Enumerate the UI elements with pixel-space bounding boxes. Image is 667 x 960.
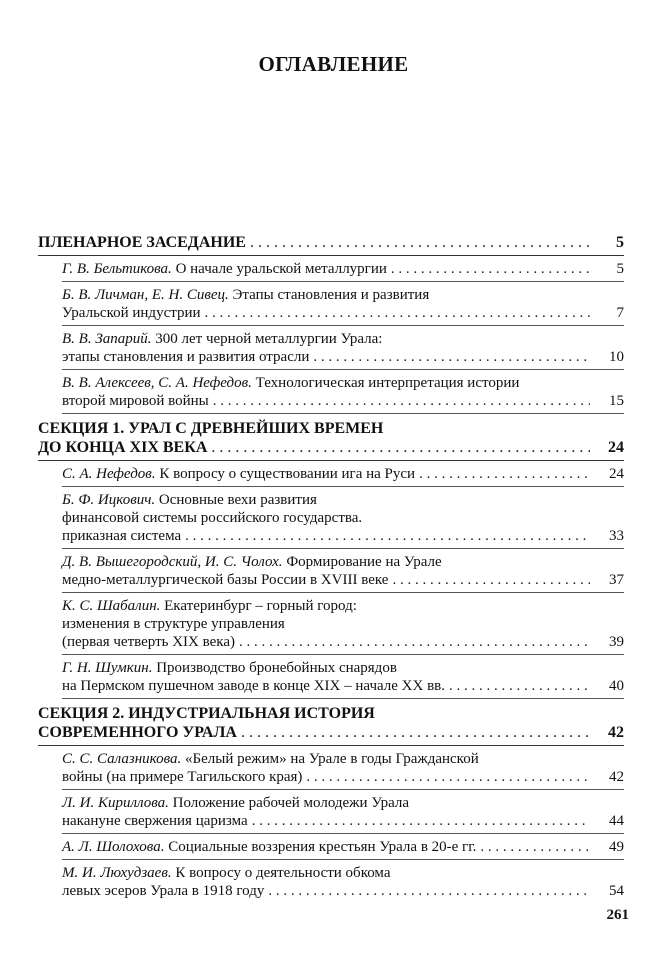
toc-entry (62, 326, 624, 370)
entry-author: Б. В. Личман, Е. Н. Сивец. (62, 287, 229, 303)
entry-title-line: накануне свержения царизма (62, 813, 248, 829)
entry-page: 49 (609, 839, 624, 855)
entry-page: 10 (609, 349, 624, 365)
entry-author: А. Л. Шолохова. (62, 839, 165, 855)
entry-title-line: Социальные воззрения крестьян Урала в 20-е гг. (168, 839, 477, 855)
section-heading-line1: СЕКЦИЯ 2. ИНДУСТРИАЛЬНАЯ ИСТОРИЯ (38, 705, 375, 722)
entry-title-line: Производство бронебойных снарядов (156, 660, 397, 676)
toc-entry (62, 487, 624, 549)
toc-entry (62, 655, 624, 699)
entry-author: К. С. Шабалин. (62, 598, 161, 614)
table-of-contents (38, 228, 624, 903)
entry-title-line: Формирование на Урале (286, 554, 442, 570)
toc-section-plenary (38, 228, 624, 256)
entry-author: Д. В. Вышегородский, И. С. Чолох. (62, 554, 283, 570)
entry-title-line: Положение рабочей молодежи Урала (172, 795, 410, 811)
toc-section-1 (38, 414, 624, 461)
entry-title-line: К вопросу о существовании ига на Руси (159, 466, 416, 482)
toc-entry (62, 834, 624, 860)
entry-page: 24 (609, 466, 624, 482)
entry-author: С. С. Салазникова. (62, 751, 182, 767)
entry-title-line: Уральской индустрии (62, 305, 201, 321)
entry-author: М. И. Люхудзаев. (62, 865, 172, 881)
entry-author: Г. Н. Шумкин. (62, 660, 153, 676)
entry-author: Г. В. Бельтикова. (62, 261, 172, 277)
entry-title-line: Этапы становления и развития (232, 287, 430, 303)
toc-entry (62, 282, 624, 326)
entry-title-line: приказная система (62, 528, 182, 544)
section-page: 24 (608, 439, 624, 456)
toc-entry (62, 860, 624, 903)
entry-title-line: Технологическая интерпретация истории (255, 375, 520, 391)
entry-title-line: войны (на примере Тагильского края) (62, 769, 303, 785)
page-title: ОГЛАВЛЕНИЕ (258, 52, 409, 76)
entry-title-line: (первая четверть XIX века) (62, 634, 236, 650)
section-page: 5 (616, 234, 624, 251)
toc-entry (62, 790, 624, 834)
entry-title-line: К вопросу о деятельности обкома (175, 865, 391, 881)
section2-entries (38, 746, 624, 903)
toc-entry (62, 549, 624, 593)
entry-page: 37 (609, 572, 624, 588)
toc-entry (62, 256, 624, 282)
entry-title-line: 300 лет черной металлургии Урала: (155, 331, 383, 347)
entry-page: 15 (609, 393, 624, 409)
section1-entries (38, 461, 624, 699)
section-heading: ПЛЕНАРНОЕ ЗАСЕДАНИЕ (38, 234, 246, 251)
entry-page: 39 (609, 634, 624, 650)
entry-title-line: «Белый режим» на Урале в годы Гражданской (185, 751, 479, 767)
toc-entry (62, 370, 624, 414)
entry-author: В. В. Запарий. (62, 331, 152, 347)
entry-author: С. А. Нефедов. (62, 466, 156, 482)
entry-title-line: этапы становления и развития отрасли (62, 349, 310, 365)
page-number: 261 (606, 907, 629, 923)
section-heading-line1: СЕКЦИЯ 1. УРАЛ С ДРЕВНЕЙШИХ ВРЕМЕН (38, 420, 384, 437)
section-page: 42 (608, 724, 624, 741)
toc-section-2 (38, 699, 624, 746)
entry-title-line: О начале уральской металлургии (175, 261, 387, 277)
entry-title-line: медно-металлургической базы России в XVIII веке (62, 572, 389, 588)
entry-page: 33 (609, 528, 624, 544)
entry-author: Л. И. Кириллова. (62, 795, 169, 811)
entry-page: 44 (609, 813, 624, 829)
entry-title-line: Основные вехи развития (158, 492, 317, 508)
entry-title-line: второй мировой войны (62, 393, 209, 409)
entry-title-line: изменения в структуре управления (62, 616, 285, 632)
entry-author: В. В. Алексеев, С. А. Нефедов. (62, 375, 252, 391)
entry-page: 54 (609, 883, 624, 899)
entry-title-line: Екатеринбург – горный город: (164, 598, 357, 614)
entry-title-line: на Пермском пушечном заводе в конце XIX – начале XX вв. (62, 678, 446, 694)
section-heading-line2: СОВРЕМЕННОГО УРАЛА (38, 724, 237, 741)
toc-entry (62, 461, 624, 487)
entry-page: 7 (616, 305, 624, 321)
entry-title-line: финансовой системы российского государства. (62, 510, 363, 526)
toc-entry (62, 746, 624, 790)
entry-author: Б. Ф. Ицкович. (62, 492, 156, 508)
entry-page: 5 (616, 261, 624, 277)
entry-title-line: левых эсеров Урала в 1918 году (62, 883, 265, 899)
toc-entry (62, 593, 624, 655)
entry-page: 42 (609, 769, 624, 785)
section-heading-line2: ДО КОНЦА XIX ВЕКА (38, 439, 208, 456)
plenary-entries (38, 256, 624, 414)
entry-page: 40 (609, 678, 624, 694)
